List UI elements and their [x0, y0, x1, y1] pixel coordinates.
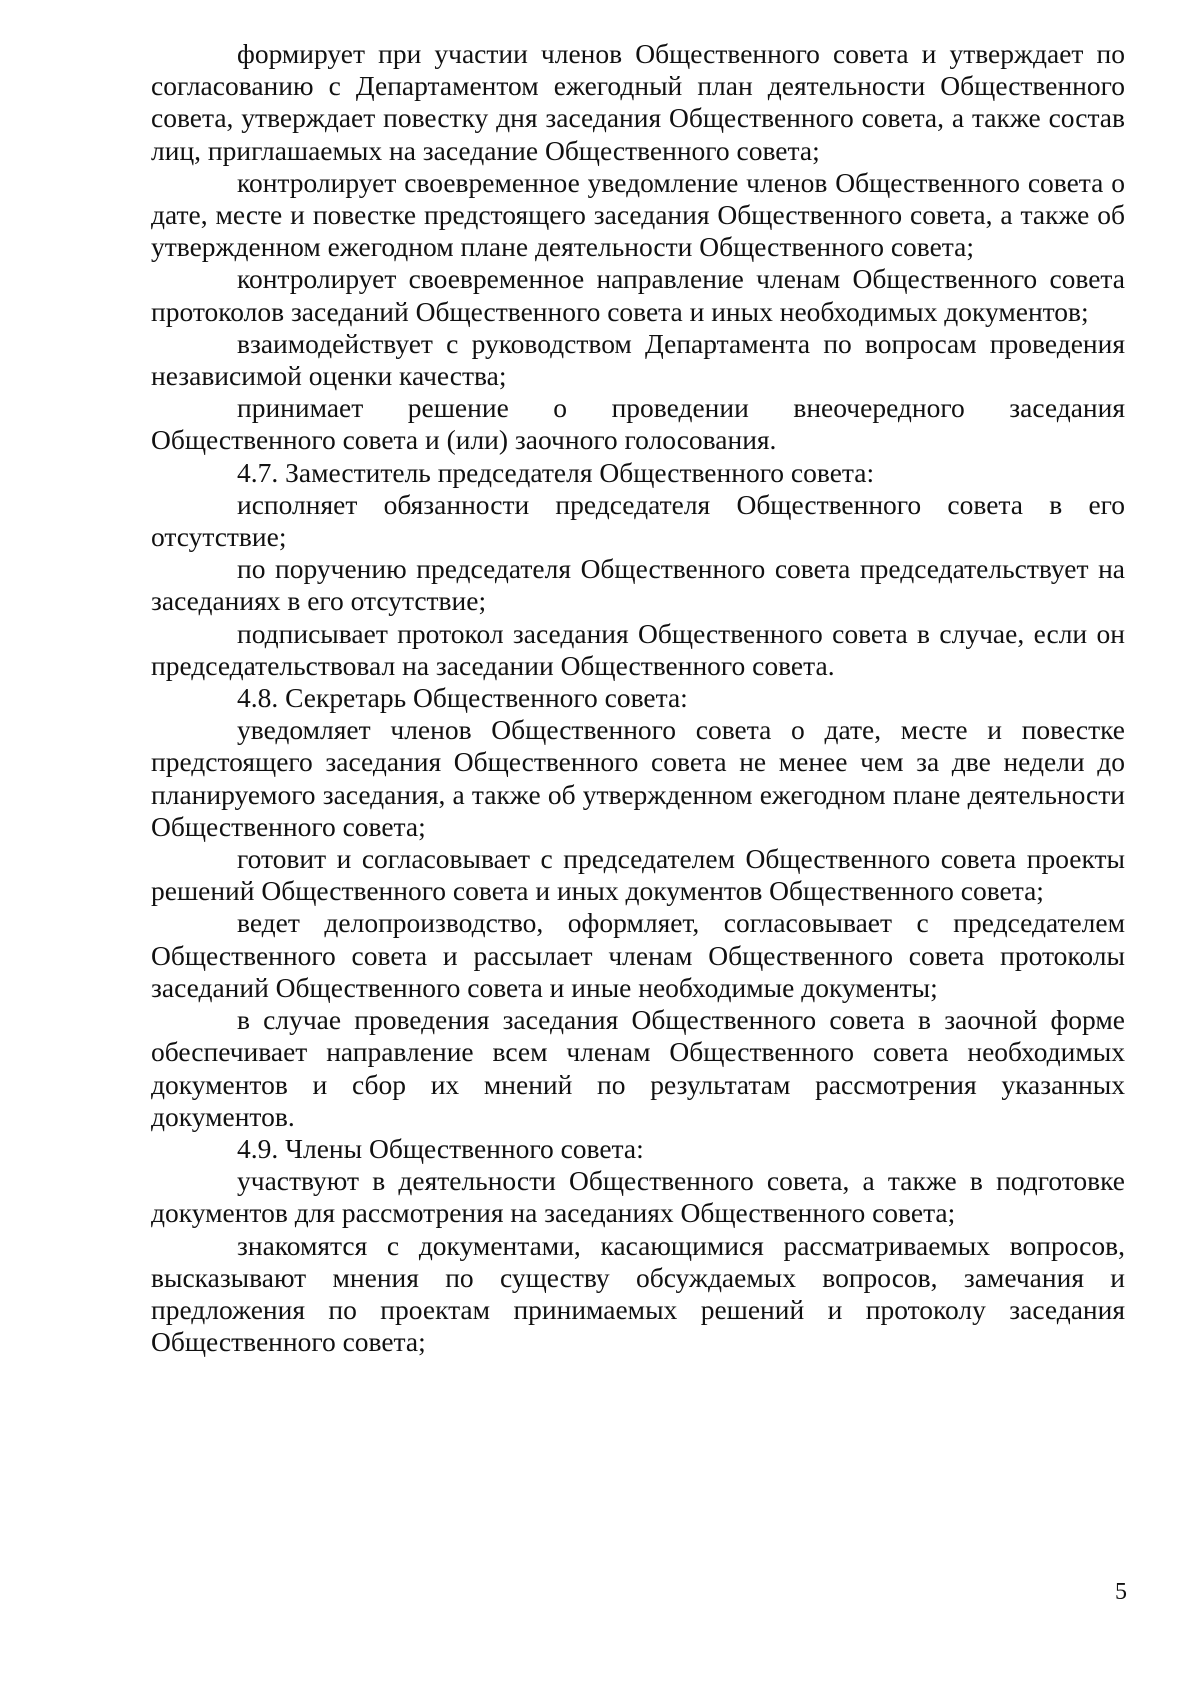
paragraph-deputy-presiding: по поручению председателя Общественного совета председательствует на заседаниях в его отсутствие; [151, 553, 1125, 617]
paragraph-secretary-drafts: готовит и согласовывает с председателем Общественного совета проекты решений Общественного совета и иных документов Общественного совета; [151, 843, 1125, 907]
paragraph-secretary-remote-meeting: в случае проведения заседания Общественного совета в заочной форме обеспечивает направление всем членам Общественного совета необходимых документов и сбор их мнений по результатам рассмотрения указанных документов. [151, 1004, 1125, 1132]
paragraph-meeting-notification-control: контролирует своевременное уведомление членов Общественного совета о дате, месте и повестке предстоящего заседания Общественного совета, а также об утвержденном ежегодном плане деятельности Общественного совета; [151, 166, 1125, 263]
paragraph-secretary-records: ведет делопроизводство, оформляет, согласовывает с председателем Общественного совета и рассылает членам Общественного совета протоколы заседаний Общественного совета и иные необходимые документы; [151, 907, 1125, 1003]
section-heading-4-8: 4.8. Секретарь Общественного совета: [237, 682, 688, 714]
paragraph-deputy-duties: исполняет обязанности председателя Общественного совета в его отсутствие; [151, 488, 1125, 553]
paragraph-secretary-notification: уведомляет членов Общественного совета о дате, месте и повестке предстоящего заседания Общественного совета не менее чем за две недели до планируемого заседания, а также об утвержденном ежегодном плане деятельности Общественного совета; [151, 714, 1125, 842]
paragraph-deputy-signing: подписывает протокол заседания Общественного совета в случае, если он председательствовал на заседании Общественного совета. [151, 617, 1125, 681]
paragraph-members-participation: участвуют в деятельности Общественного совета, а также в подготовке документов для рассмотрения на заседаниях Общественного совета; [151, 1165, 1125, 1229]
paragraph-plan-approval: формирует при участии членов Общественного совета и утверждает по согласованию с Департаментом ежегодный план деятельности Общественного совета, утверждает повестку дня заседания Общественного совета, а также состав лиц, приглашаемых на заседание Общественного совета; [151, 38, 1125, 166]
paragraph-department-interaction: взаимодействует с руководством Департамента по вопросам проведения независимой оценки качества; [151, 327, 1125, 392]
section-heading-4-9: 4.9. Члены Общественного совета: [237, 1132, 644, 1164]
paragraph-protocol-delivery-control: контролирует своевременное направление членам Общественного совета протоколов заседаний Общественного совета и иных необходимых документов; [151, 263, 1125, 327]
paragraph-extraordinary-meeting: принимает решение о проведении внеочередного заседания Общественного совета и (или) заочного голосования. [151, 392, 1125, 456]
section-heading-4-7: 4.7. Заместитель председателя Общественного совета: [237, 456, 875, 488]
document-body [151, 38, 1125, 1358]
paragraph-members-review: знакомятся с документами, касающимися рассматриваемых вопросов, высказывают мнения по существу обсуждаемых вопросов, замечания и предложения по проектам принимаемых решений и протоколу заседания Общественного совета; [151, 1229, 1125, 1358]
page-number: 5 [1115, 1579, 1127, 1605]
